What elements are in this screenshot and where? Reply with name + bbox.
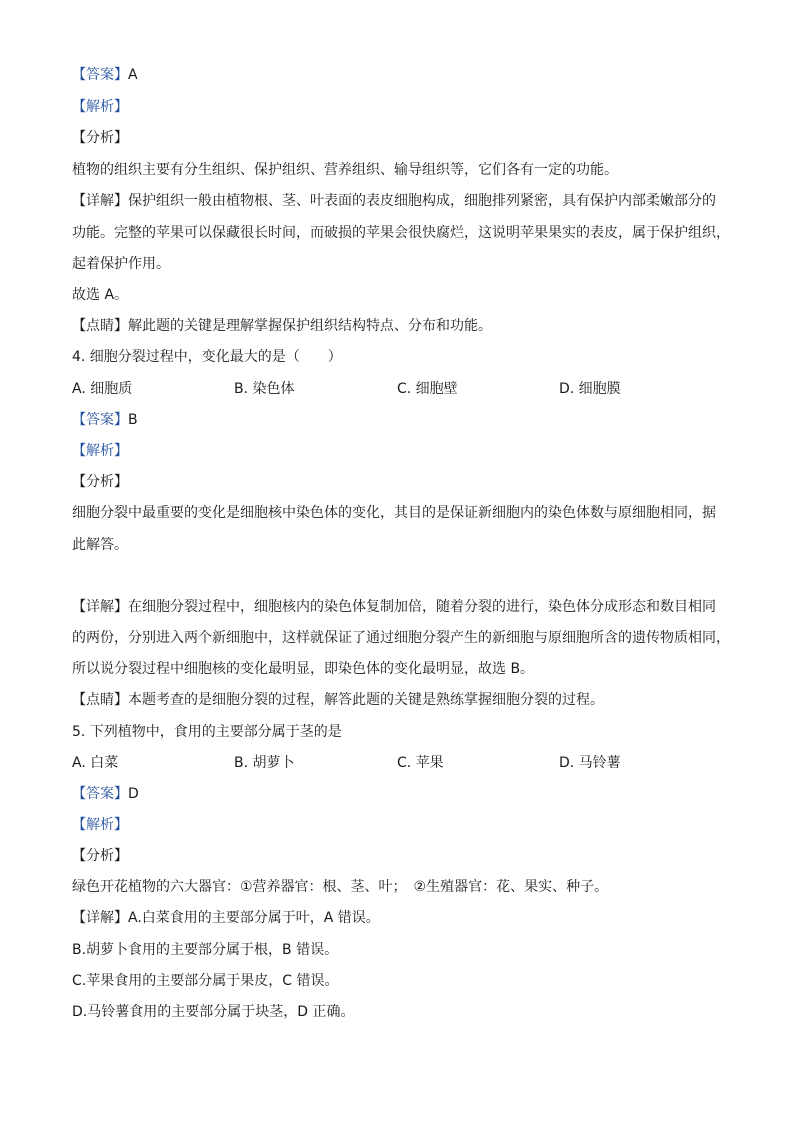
q3-fenxi-label: 【分析】 [72, 130, 128, 146]
q4-option-c: C. 细胞壁 [397, 381, 458, 397]
q5-stem: 5. 下列植物中，食用的主要部分属于茎的是 [72, 724, 342, 740]
answer-label: 【答案】 [72, 786, 128, 802]
answer-value: B [128, 412, 138, 428]
answer-label: 【答案】 [72, 412, 128, 428]
dianjing-label: 【点睛】 [72, 692, 128, 708]
q4-option-d: D. 细胞膜 [559, 381, 621, 397]
detail-text: 保护组织一般由植物根、茎、叶表面的表皮细胞构成，细胞排列紧密，具有保护内部柔嫩部分的 [128, 193, 716, 209]
answer-value: D [128, 786, 139, 802]
q3-answer-line [72, 65, 138, 85]
detail-label: 【详解】 [72, 910, 128, 926]
q5-option-a: A. 白菜 [72, 755, 119, 771]
q5-analysis-label: 【解析】 [72, 817, 128, 833]
q4-fenxi-label: 【分析】 [72, 474, 128, 490]
q5-detail-line-4: D.马铃薯食用的主要部分属于块茎，D 正确。 [72, 1004, 355, 1020]
q4-analysis-label: 【解析】 [72, 443, 128, 459]
q5-fenxi-label: 【分析】 [72, 848, 128, 864]
q3-analysis-label: 【解析】 [72, 99, 128, 115]
q5-option-b: B. 胡萝卜 [234, 755, 295, 771]
q5-option-c: C. 苹果 [397, 755, 444, 771]
q5-option-d: D. 马铃薯 [559, 755, 621, 771]
detail-text: 在细胞分裂过程中，细胞核内的染色体复制加倍，随着分裂的进行，染色体分成形态和数目相同 [128, 599, 716, 615]
q5-answer-line [72, 784, 139, 804]
q5-detail-line-1 [72, 908, 380, 928]
q5-detail-line-3: C.苹果食用的主要部分属于果皮，C 错误。 [72, 973, 339, 989]
dianjing-text: 本题考查的是细胞分裂的过程，解答此题的关键是熟练掌握细胞分裂的过程。 [128, 692, 604, 708]
q4-detail-line-3: 所以说分裂过程中细胞核的变化最明显，即染色体的变化最明显，故选 B。 [72, 661, 535, 677]
dianjing-text: 解此题的关键是理解掌握保护组织结构特点、分布和功能。 [128, 318, 492, 334]
detail-label: 【详解】 [72, 599, 128, 615]
q5-fenxi-text: 绿色开花植物的六大器官：①营养器官：根、茎、叶； ②生殖器官：花、果实、种子。 [72, 879, 609, 895]
q4-dianjing-line [72, 690, 604, 710]
q3-detail-line-3: 起着保护作用。 [72, 256, 170, 272]
detail-label: 【详解】 [72, 193, 128, 209]
q4-fenxi-line-1: 细胞分裂中最重要的变化是细胞核中染色体的变化，其目的是保证新细胞内的染色体数与原细胞相同，据 [72, 505, 716, 521]
q4-stem: 4. 细胞分裂过程中，变化最大的是（ ） [72, 349, 342, 365]
q5-detail-line-2: B.胡萝卜食用的主要部分属于根，B 错误。 [72, 942, 339, 958]
q4-option-a: A. 细胞质 [72, 381, 133, 397]
q4-detail-line-1 [72, 597, 716, 617]
answer-label: 【答案】 [72, 67, 128, 83]
q3-detail-line-2: 功能。完整的苹果可以保藏很长时间，而破损的苹果会很快腐烂，这说明苹果果实的表皮，属于保护组织， [72, 225, 730, 241]
q4-fenxi-line-2: 此解答。 [72, 537, 128, 553]
q4-answer-line [72, 410, 138, 430]
q3-conclusion: 故选 A。 [72, 287, 129, 303]
q3-fenxi-text: 植物的组织主要有分生组织、保护组织、营养组织、输导组织等，它们各有一定的功能。 [72, 162, 618, 178]
q4-detail-line-2: 的两份，分别进入两个新细胞中，这样就保证了通过细胞分裂产生的新细胞与原细胞所含的遗传物质相同， [72, 630, 730, 646]
q3-detail-line-1 [72, 191, 716, 211]
answer-value: A [128, 67, 138, 83]
q4-option-b: B. 染色体 [234, 381, 295, 397]
q3-dianjing-line [72, 316, 492, 336]
detail-text: A.白菜食用的主要部分属于叶，A 错误。 [128, 910, 380, 926]
dianjing-label: 【点睛】 [72, 318, 128, 334]
